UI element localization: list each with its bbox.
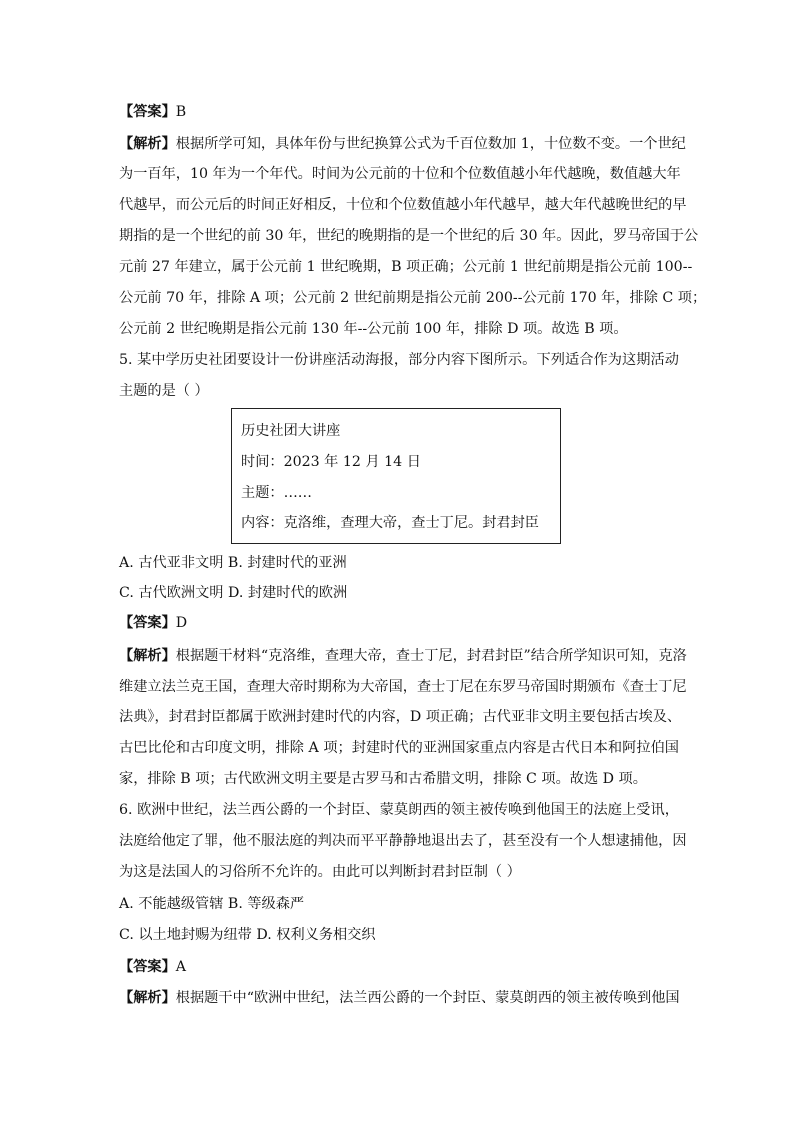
q5-analysis-line [119, 646, 687, 666]
analysis-text: 根据所学可知，具体年份与世纪换算公式为千百位数加 1，十位数不变。一个世纪 [175, 136, 686, 152]
answer-value: B [175, 104, 187, 120]
q5-analysis-line: 古巴比伦和古印度文明，排除 A 项；封建时代的亚洲国家重点内容是古代日本和阿拉伯国 [119, 740, 679, 756]
q4-analysis-line: 代越早，而公元后的时间正好相反，十位和个位数值越小年代越早，越大年代越晚世纪的早 [119, 197, 687, 213]
q5-stem-line: 主题的是（ ） [119, 383, 209, 399]
q6-answer-line [119, 957, 679, 977]
q5-analysis-line: 法典》，封君封臣都属于欧洲封建时代的内容，D 项正确；古代亚非文明主要包括古埃及、 [119, 709, 682, 725]
q4-answer-line [119, 102, 679, 122]
lecture-poster-box [231, 408, 561, 544]
analysis-tag: 【解析】 [119, 648, 176, 664]
answer-tag: 【答案】 [119, 959, 176, 975]
answer-tag: 【答案】 [119, 104, 176, 120]
q5-answer-line [119, 613, 679, 633]
q4-analysis-line: 公元前 70 年，排除 A 项；公元前 2 世纪前期是指公元前 200--公元前 170 年，排除 C 项； [119, 290, 707, 306]
q4-analysis-line: 为一百年，10 年为一个年代。时间为公元前的十位和个位数值越小年代越晚，数值越大年 [119, 166, 681, 182]
q6-options-line: C. 以土地封赐为纽带 D. 权利义务相交织 [119, 927, 376, 943]
q6-stem-line: 6. 欧洲中世纪，法兰西公爵的一个封臣、蒙莫朗西的领主被传唤到他国王的法庭上受讯， [119, 802, 679, 818]
q6-analysis-line [119, 988, 679, 1008]
q6-stem-line: 为这是法国人的习俗所不允许的。由此可以判断封君封臣制（ ） [119, 864, 521, 880]
poster-title: 历史社团大讲座 [241, 423, 341, 439]
analysis-text: 根据题干中“欧洲中世纪，法兰西公爵的一个封臣、蒙莫朗西的领主被传唤到他国 [175, 990, 680, 1006]
poster-theme: 主题：…… [241, 485, 312, 501]
q4-analysis-line: 期指的是一个世纪的前 30 年，世纪的晚期指的是一个世纪的后 30 年。因此，罗马帝国于公 [119, 228, 699, 244]
poster-content: 内容：克洛维，查理大帝，查士丁尼。封君封臣 [241, 515, 539, 531]
q5-analysis-line: 家，排除 B 项；古代欧洲文明主要是古罗马和古希腊文明，排除 C 项。故选 D 项。 [119, 771, 647, 787]
answer-tag: 【答案】 [119, 615, 176, 631]
q4-analysis-line: 公元前 2 世纪晚期是指公元前 130 年--公元前 100 年，排除 D 项。故选 B 项。 [119, 321, 628, 337]
q5-stem-line: 5. 某中学历史社团要设计一份讲座活动海报，部分内容下图所示。下列适合作为这期活动 [119, 352, 679, 368]
answer-value: A [175, 959, 187, 975]
analysis-tag: 【解析】 [119, 990, 176, 1006]
q5-options-line: A. 古代亚非文明 B. 封建时代的亚洲 [119, 555, 347, 571]
analysis-tag: 【解析】 [119, 136, 176, 152]
q6-stem-line: 法庭给他定了罪，他不服法庭的判决而平平静静地退出去了，甚至没有一个人想逮捕他，因 [119, 833, 687, 849]
q5-options-line: C. 古代欧洲文明 D. 封建时代的欧洲 [119, 585, 348, 601]
q4-analysis-line [119, 134, 686, 154]
analysis-text: 根据题干材料“克洛维，查理大帝，查士丁尼，封君封臣”结合所学知识可知，克洛 [175, 648, 687, 664]
answer-value: D [175, 615, 188, 631]
q5-analysis-line: 维建立法兰克王国，查理大帝时期称为大帝国，查士丁尼在东罗马帝国时期颁布《查士丁尼 [119, 679, 687, 695]
q4-analysis-line: 元前 27 年建立，属于公元前 1 世纪晚期，B 项正确；公元前 1 世纪前期是指公元前 100-- [119, 259, 693, 275]
q6-options-line: A. 不能越级管辖 B. 等级森严 [119, 896, 305, 912]
poster-time: 时间：2023 年 12 月 14 日 [241, 454, 421, 470]
